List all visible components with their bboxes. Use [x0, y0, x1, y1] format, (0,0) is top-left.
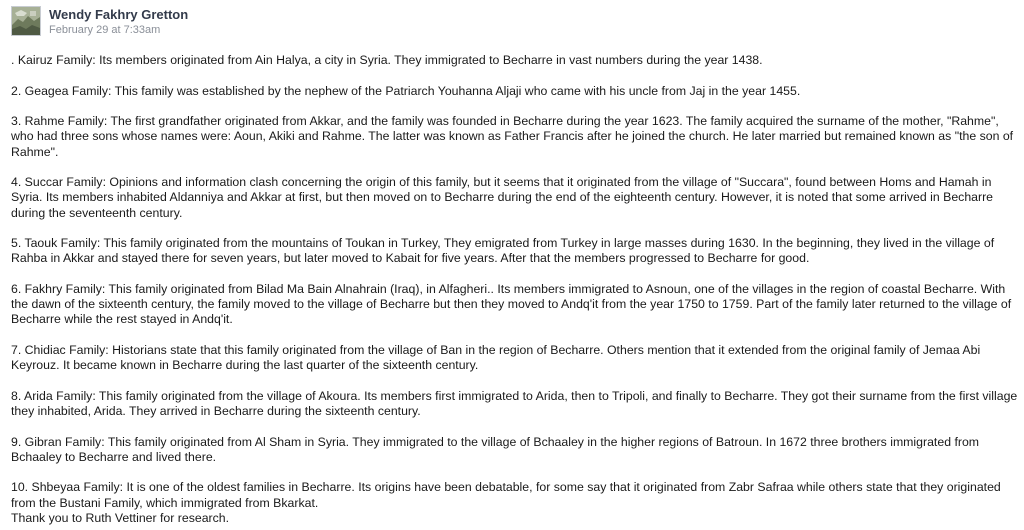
author-avatar[interactable]	[11, 6, 41, 36]
paragraph: 3. Rahme Family: The first grandfather originated from Akkar, and the family was founded in Becharre during the year 1623. The family acquired the surname of the mother, "Rahme", who had three sons whose names were: Aoun, Akiki and Rahme. The latter was known as Father Francis after he joined the church. He later married but remained known as "the son of Rahme".	[11, 114, 1014, 159]
paragraph: 8. Arida Family: This family originated from the village of Akoura. Its members first immigrated to Arida, then to Tripoli, and finally to Becharre. They got their surname from the first village they inhabited, Arida. They arrived in Becharre during the sixteenth century.	[11, 388, 1018, 418]
post-timestamp[interactable]: February 29 at 7:33am	[49, 24, 161, 36]
paragraph: 10. Shbeyaa Family: It is one of the oldest families in Becharre. Its origins have been debatable, for some say that it originated from Zabr Safraa while others state that they originated from the Bustani Family, which immigrated from Bkarkat.	[11, 480, 1001, 510]
paragraph: 2. Geagea Family: This family was established by the nephew of the Patriarch Youhanna Aljaji who came with his uncle from Jaj in the year 1455.	[11, 83, 801, 98]
paragraph: 4. Succar Family: Opinions and information clash concerning the origin of this family, but it seems that it originated from the village of "Succara", found between Homs and Hamah in Syria. Its members inhabited Aldanniya and Akkar at first, but then moved on to Becharre during the end of the eighteenth century. However, it is noted that some arrived in Becharre during the seventeenth century.	[11, 175, 994, 220]
paragraph: 5. Taouk Family: This family originated from the mountains of Toukan in Turkey, They emigrated from Turkey in large masses during 1630. In the beginning, they lived in the village of Rahba in Akkar and stayed there for seven years, but later moved to Kabait for five years. After that the members progressed to Becharre for good.	[11, 236, 995, 266]
paragraph: . Kairuz Family: Its members originated from Ain Halya, a city in Syria. They immigrated to Becharre in vast numbers during the year 1438.	[11, 53, 763, 67]
closing-line: Thank you to Ruth Vettiner for research.	[11, 510, 230, 525]
author-name[interactable]: Wendy Fakhry Gretton	[49, 7, 189, 22]
paragraph: 9. Gibran Family: This family originated from Al Sham in Syria. They immigrated to the village of Bchaaley in the higher regions of Batroun. In 1672 three brothers immigrated from Bchaaley to Becharre and lived there.	[11, 434, 980, 464]
paragraph: 6. Fakhry Family: This family originated from Bilad Ma Bain Alnahrain (Iraq), in Alfagheri.. Its members immigrated to Asnoun, one of the villages in the region of coastal Becharre. With the dawn of the sixteenth century, the family moved to the village of Becharre but then they moved to Andq'it from the year 1750 to 1759. Part of the family later returned to the village of Becharre while the rest stayed in Andq'it.	[11, 281, 1012, 327]
post-body	[11, 53, 1021, 526]
paragraph: 7. Chidiac Family: Historians state that this family originated from the village of Ban in the region of Becharre. Others mention that it extended from the original family of Jemaa Abi Keyrouz. It became known in Becharre during the last quarter of the sixteenth century.	[11, 342, 981, 373]
